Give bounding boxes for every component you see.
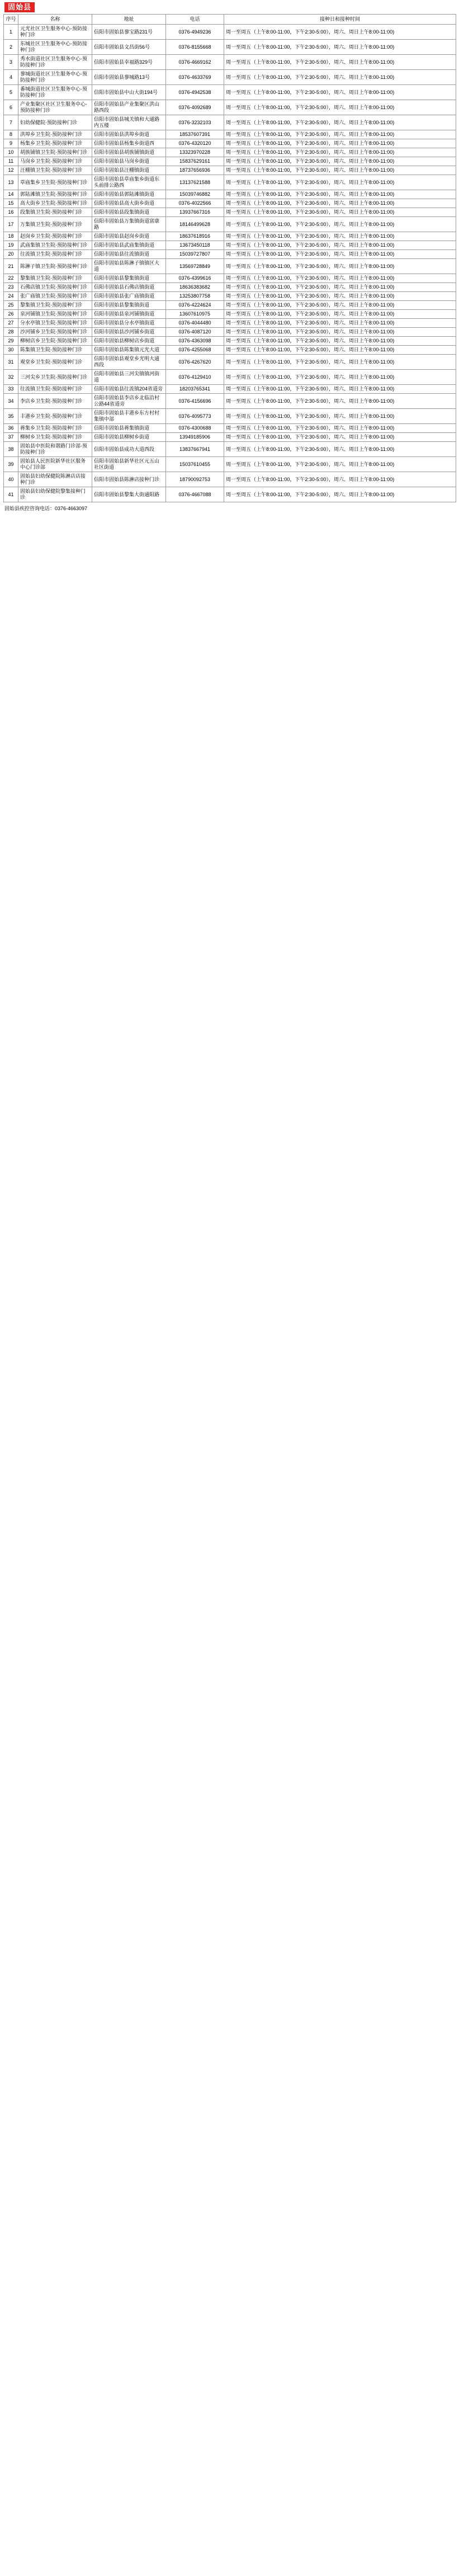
cell-address: 信阳市固始县柳树乡街道 xyxy=(92,433,166,442)
cell-name: 观堂乡卫生院·预防接种门诊 xyxy=(18,355,92,370)
cell-name: 往流镇卫生院·预防接种门诊 xyxy=(18,385,92,394)
table-row xyxy=(4,370,456,385)
cell-name: 胡族铺镇卫生院·预防接种门诊 xyxy=(18,148,92,157)
cell-index: 36 xyxy=(4,424,18,433)
table-row xyxy=(4,433,456,442)
cell-time: 周一至周五（上午8:00-11:00，下午2:30-5:00），周六、周日上午8:00-11:00) xyxy=(224,472,456,487)
cell-time: 周一至周五（上午8:00-11:00，下午2:30-5:00），周六、周日上午8:00-11:00) xyxy=(224,70,456,85)
cell-address: 信阳市固始县段集镇街道 xyxy=(92,208,166,217)
cell-address: 信阳市固始县陈集镇元光大道 xyxy=(92,346,166,355)
cell-index: 13 xyxy=(4,175,18,190)
cell-address: 信阳市固始县赵岗乡街道 xyxy=(92,232,166,241)
cell-phone: 0376-4092689 xyxy=(166,100,224,115)
cell-phone: 15039746882 xyxy=(166,190,224,199)
cell-phone: 0376-4129410 xyxy=(166,370,224,385)
cell-name: 黎集镇卫生院·预防接种门诊 xyxy=(18,274,92,283)
table-row xyxy=(4,319,456,328)
cell-index: 29 xyxy=(4,337,18,346)
cell-name: 蓼城街道社区卫生服务中心·预防接种门诊 xyxy=(18,70,92,85)
cell-index: 35 xyxy=(4,409,18,424)
cell-address: 信阳市固始县丰港乡东方村村集镇中部 xyxy=(92,409,166,424)
cell-name: 蒋集乡卫生院·预防接种门诊 xyxy=(18,424,92,433)
column-header-phone: 电话 xyxy=(166,15,224,25)
cell-address: 信阳市固始县黎集大街通阳路 xyxy=(92,487,166,502)
cell-index: 37 xyxy=(4,433,18,442)
cell-name: 黎集镇卫生院·预防接种门诊 xyxy=(18,301,92,310)
cell-name: 妇幼保健院·预防接种门诊 xyxy=(18,115,92,130)
table-row xyxy=(4,385,456,394)
cell-time: 周一至周五（上午8:00-11:00，下午2:30-5:00），周六、周日上午8:00-11:00) xyxy=(224,346,456,355)
cell-name: 高大街乡卫生院·预防接种门诊 xyxy=(18,199,92,208)
cell-address: 信阳市固始县往流镇204省道旁 xyxy=(92,385,166,394)
cell-name: 产业集聚区社区卫生服务中心·预防接种门诊 xyxy=(18,100,92,115)
cell-time: 周一至周五（上午8:00-11:00，下午2:30-5:00），周六、周日上午8:00-11:00) xyxy=(224,241,456,250)
cell-time: 周一至周五（上午8:00-11:00，下午2:30-5:00），周六、周日上午8:00-11:00) xyxy=(224,487,456,502)
cell-phone: 0376-3232103 xyxy=(166,115,224,130)
cell-phone: 18636383682 xyxy=(166,283,224,292)
cell-time: 周一至周五（上午8:00-11:00，下午2:30-5:00），周六、周日上午8:00-11:00) xyxy=(224,409,456,424)
cell-address: 信阳市固始县蒋集镇街道 xyxy=(92,424,166,433)
cell-phone: 0376-4267620 xyxy=(166,355,224,370)
table-row xyxy=(4,274,456,283)
cell-index: 16 xyxy=(4,208,18,217)
cell-address: 信阳市固始县蓼城路13号 xyxy=(92,70,166,85)
cell-phone: 15039727807 xyxy=(166,250,224,259)
table-row xyxy=(4,346,456,355)
cell-name: 元光社区卫生服务中心·预防接种门诊 xyxy=(18,25,92,40)
cell-phone: 18790092753 xyxy=(166,472,224,487)
cell-time: 周一至周五（上午8:00-11:00，下午2:30-5:00），周六、周日上午8:00-11:00) xyxy=(224,217,456,232)
table-row xyxy=(4,217,456,232)
cell-index: 12 xyxy=(4,166,18,175)
cell-index: 4 xyxy=(4,70,18,85)
cell-address: 信阳市固始县观堂乡光明大通西段 xyxy=(92,355,166,370)
table-row xyxy=(4,85,456,100)
cell-name: 汪棚镇卫生院·预防接种门诊 xyxy=(18,166,92,175)
cell-name: 武庙集镇卫生院·预防接种门诊 xyxy=(18,241,92,250)
cell-index: 3 xyxy=(4,55,18,70)
cell-index: 27 xyxy=(4,319,18,328)
table-row xyxy=(4,25,456,40)
cell-time: 周一至周五（上午8:00-11:00，下午2:30-5:00），周六、周日上午8:00-11:00) xyxy=(224,292,456,301)
cell-index: 22 xyxy=(4,274,18,283)
column-header-time: 接种日和接种时间 xyxy=(224,15,456,25)
table-row xyxy=(4,301,456,310)
cell-name: 柳树乡卫生院·预防接种门诊 xyxy=(18,433,92,442)
cell-index: 6 xyxy=(4,100,18,115)
cell-index: 5 xyxy=(4,85,18,100)
cell-time: 周一至周五（上午8:00-11:00，下午2:30-5:00），周六、周日上午8:00-11:00) xyxy=(224,100,456,115)
cell-index: 40 xyxy=(4,472,18,487)
cell-name: 丰港乡卫生院·预防接种门诊 xyxy=(18,409,92,424)
vaccination-sites-table xyxy=(3,14,456,502)
cell-phone: 0376-8155668 xyxy=(166,40,224,55)
cell-index: 25 xyxy=(4,301,18,310)
cell-address: 信阳市固始县张广庙镇街道 xyxy=(92,292,166,301)
table-row xyxy=(4,40,456,55)
cell-index: 33 xyxy=(4,385,18,394)
cell-phone: 13607610975 xyxy=(166,310,224,319)
column-header-address: 地址 xyxy=(92,15,166,25)
cell-phone: 0376-4087120 xyxy=(166,328,224,337)
cell-phone: 13937667316 xyxy=(166,208,224,217)
cell-phone: 15037610455 xyxy=(166,457,224,472)
table-row xyxy=(4,115,456,130)
table-row xyxy=(4,487,456,502)
cell-name: 草庙集乡卫生院·预防接种门诊 xyxy=(18,175,92,190)
cell-time: 周一至周五（上午8:00-11:00，下午2:30-5:00），周六、周日上午8:00-11:00) xyxy=(224,157,456,166)
cell-index: 23 xyxy=(4,283,18,292)
cell-phone: 0376-4022566 xyxy=(166,199,224,208)
cell-time: 周一至周五（上午8:00-11:00，下午2:30-5:00），周六、周日上午8:00-11:00) xyxy=(224,301,456,310)
table-row xyxy=(4,148,456,157)
cell-name: 往流镇卫生院·预防接种门诊 xyxy=(18,250,92,259)
cell-index: 9 xyxy=(4,139,18,148)
cell-time: 周一至周五（上午8:00-11:00，下午2:30-5:00），周六、周日上午8:00-11:00) xyxy=(224,85,456,100)
table-row xyxy=(4,100,456,115)
cell-index: 38 xyxy=(4,442,18,457)
cell-time: 周一至周五（上午8:00-11:00，下午2:30-5:00），周六、周日上午8:00-11:00) xyxy=(224,394,456,409)
cell-time: 周一至周五（上午8:00-11:00，下午2:30-5:00），周六、周日上午8:00-11:00) xyxy=(224,130,456,139)
cell-name: 陈集镇卫生院·预防接种门诊 xyxy=(18,346,92,355)
table-row xyxy=(4,130,456,139)
cell-phone: 0376-4044480 xyxy=(166,319,224,328)
cell-index: 15 xyxy=(4,199,18,208)
table-row xyxy=(4,166,456,175)
cell-name: 马岗乡卫生院·预防接种门诊 xyxy=(18,157,92,166)
cell-time: 周一至周五（上午8:00-11:00，下午2:30-5:00），周六、周日上午8:00-11:00) xyxy=(224,166,456,175)
table-row xyxy=(4,199,456,208)
table-row xyxy=(4,394,456,409)
cell-address: 信阳市固始县陈淋子镇镇区大道 xyxy=(92,259,166,274)
table-row xyxy=(4,157,456,166)
table-row xyxy=(4,190,456,199)
cell-address: 信阳市固始县胡族铺镇街道 xyxy=(92,148,166,157)
cell-index: 1 xyxy=(4,25,18,40)
table-row xyxy=(4,55,456,70)
cell-address: 信阳市固始县文昌街56号 xyxy=(92,40,166,55)
cell-index: 30 xyxy=(4,346,18,355)
page-title: 固始县 xyxy=(4,2,35,12)
cell-address: 信阳市固始县高大街乡街道 xyxy=(92,199,166,208)
cell-address: 信阳市固始县黎集镇街道 xyxy=(92,301,166,310)
cell-phone: 18737656936 xyxy=(166,166,224,175)
cell-phone: 13253807758 xyxy=(166,292,224,301)
cell-time: 周一至周五（上午8:00-11:00，下午2:30-5:00），周六、周日上午8:00-11:00) xyxy=(224,259,456,274)
cell-index: 11 xyxy=(4,157,18,166)
cell-address: 信阳市固始县沙河铺乡街道 xyxy=(92,328,166,337)
table-row xyxy=(4,328,456,337)
cell-address: 信阳市固始县成功大道西段 xyxy=(92,442,166,457)
cell-time: 周一至周五（上午8:00-11:00，下午2:30-5:00），周六、周日上午8:00-11:00) xyxy=(224,355,456,370)
cell-name: 固始县人民医院新华社区服务中心门诊部 xyxy=(18,457,92,472)
cell-address: 信阳市固始县分水亭镇街道 xyxy=(92,319,166,328)
cell-time: 周一至周五（上午8:00-11:00，下午2:30-5:00），周六、周日上午8:00-11:00) xyxy=(224,115,456,130)
table-row xyxy=(4,232,456,241)
cell-phone: 0376-4633769 xyxy=(166,70,224,85)
cell-name: 万集镇卫生院·预防接种门诊 xyxy=(18,217,92,232)
cell-address: 信阳市固始县武庙集镇街道 xyxy=(92,241,166,250)
cell-name: 段集镇卫生院·预防接种门诊 xyxy=(18,208,92,217)
cell-name: 东城社区卫生服务中心·预防接种门诊 xyxy=(18,40,92,55)
cell-address: 信阳市固始县杨集乡街道西 xyxy=(92,139,166,148)
cell-name: 张广庙镇卫生院·预防接种门诊 xyxy=(18,292,92,301)
cell-index: 17 xyxy=(4,217,18,232)
cell-index: 8 xyxy=(4,130,18,139)
cell-address: 信阳市固始县往流镇街道 xyxy=(92,250,166,259)
cell-index: 24 xyxy=(4,292,18,301)
table-row xyxy=(4,457,456,472)
cell-time: 周一至周五（上午8:00-11:00，下午2:30-5:00），周六、周日上午8:00-11:00) xyxy=(224,55,456,70)
column-header-name: 名称 xyxy=(18,15,92,25)
cell-phone: 13949185906 xyxy=(166,433,224,442)
cell-time: 周一至周五（上午8:00-11:00，下午2:30-5:00），周六、周日上午8:00-11:00) xyxy=(224,310,456,319)
cell-phone: 13673450118 xyxy=(166,241,224,250)
cell-address: 信阳市固始县新华社区元五山社区街道 xyxy=(92,457,166,472)
cell-name: 三河尖乡卫生院·预防接种门诊 xyxy=(18,370,92,385)
cell-address: 信阳市固始县中山大街194号 xyxy=(92,85,166,100)
cell-address: 信阳市固始县柳树店乡街道 xyxy=(92,337,166,346)
cell-address: 信阳市固始县洪埠乡街道 xyxy=(92,130,166,139)
cell-name: 洪埠乡卫生院·预防接种门诊 xyxy=(18,130,92,139)
cell-time: 周一至周五（上午8:00-11:00，下午2:30-5:00），周六、周日上午8:00-11:00) xyxy=(224,148,456,157)
table-row xyxy=(4,175,456,190)
cell-phone: 15837629161 xyxy=(166,157,224,166)
cell-index: 18 xyxy=(4,232,18,241)
cell-time: 周一至周五（上午8:00-11:00，下午2:30-5:00），周六、周日上午8:00-11:00) xyxy=(224,319,456,328)
cell-name: 李店乡卫生院·预防接种门诊 xyxy=(18,394,92,409)
cell-time: 周一至周五（上午8:00-11:00，下午2:30-5:00），周六、周日上午8:00-11:00) xyxy=(224,424,456,433)
column-header-index: 序号 xyxy=(4,15,18,25)
cell-phone: 0376-4363098 xyxy=(166,337,224,346)
table-row xyxy=(4,208,456,217)
cell-index: 10 xyxy=(4,148,18,157)
cell-address: 信阳市固始县产业集聚区洪山路西段 xyxy=(92,100,166,115)
table-row xyxy=(4,442,456,457)
cell-phone: 0376-4320120 xyxy=(166,139,224,148)
table-body xyxy=(4,25,456,502)
cell-name: 固始县妇幼保健院黎集接种门诊 xyxy=(18,487,92,502)
cell-name: 柳树店乡卫生院·预防接种门诊 xyxy=(18,337,92,346)
cell-time: 周一至周五（上午8:00-11:00，下午2:30-5:00），周六、周日上午8:00-11:00) xyxy=(224,370,456,385)
cell-time: 周一至周五（上午8:00-11:00，下午2:30-5:00），周六、周日上午8:00-11:00) xyxy=(224,457,456,472)
cell-time: 周一至周五（上午8:00-11:00，下午2:30-5:00），周六、周日上午8:00-11:00) xyxy=(224,274,456,283)
cell-name: 固始县中医院和谐路门诊部·预防接种门诊 xyxy=(18,442,92,457)
cell-phone: 0376-4224624 xyxy=(166,301,224,310)
cell-time: 周一至周五（上午8:00-11:00，下午2:30-5:00），周六、周日上午8:00-11:00) xyxy=(224,385,456,394)
cell-index: 31 xyxy=(4,355,18,370)
cell-time: 周一至周五（上午8:00-11:00，下午2:30-5:00），周六、周日上午8:00-11:00) xyxy=(224,199,456,208)
cell-address: 信阳市固始县万集镇街道富康路 xyxy=(92,217,166,232)
cell-phone: 18637618916 xyxy=(166,232,224,241)
cell-name: 赵岗乡卫生院·预防接种门诊 xyxy=(18,232,92,241)
cell-phone: 13837667941 xyxy=(166,442,224,457)
table-row xyxy=(4,250,456,259)
cell-name: 石佛店镇卫生院·预防接种门诊 xyxy=(18,283,92,292)
cell-phone: 0376-4095773 xyxy=(166,409,224,424)
cell-index: 28 xyxy=(4,328,18,337)
cell-time: 周一至周五（上午8:00-11:00，下午2:30-5:00），周六、周日上午8:00-11:00) xyxy=(224,283,456,292)
cell-time: 周一至周五（上午8:00-11:00，下午2:30-5:00），周六、周日上午8:00-11:00) xyxy=(224,328,456,337)
cell-index: 7 xyxy=(4,115,18,130)
cell-index: 32 xyxy=(4,370,18,385)
cell-index: 34 xyxy=(4,394,18,409)
cell-address: 信阳市固始县马岗乡街道 xyxy=(92,157,166,166)
table-row xyxy=(4,472,456,487)
table-header-row xyxy=(4,15,456,25)
document-page xyxy=(0,0,459,515)
cell-time: 周一至周五（上午8:00-11:00，下午2:30-5:00），周六、周日上午8:00-11:00) xyxy=(224,433,456,442)
cell-index: 21 xyxy=(4,259,18,274)
table-row xyxy=(4,70,456,85)
cell-phone: 0376-4942538 xyxy=(166,85,224,100)
cell-index: 19 xyxy=(4,241,18,250)
table-row xyxy=(4,355,456,370)
cell-index: 2 xyxy=(4,40,18,55)
cell-address: 信阳市固始县石佛店镇街道 xyxy=(92,283,166,292)
table-row xyxy=(4,283,456,292)
cell-address: 信阳市固始县陈淋店接种门诊 xyxy=(92,472,166,487)
table-row xyxy=(4,241,456,250)
cell-time: 周一至周五（上午8:00-11:00，下午2:30-5:00），周六、周日上午8:00-11:00) xyxy=(224,337,456,346)
cell-index: 39 xyxy=(4,457,18,472)
cell-phone: 18203765341 xyxy=(166,385,224,394)
cell-name: 番城街道社区卫生服务中心·预防接种门诊 xyxy=(18,85,92,100)
cell-name: 秀水街道社区卫生服务中心·预防接种门诊 xyxy=(18,55,92,70)
cell-time: 周一至周五（上午8:00-11:00，下午2:30-5:00），周六、周日上午8:00-11:00) xyxy=(224,175,456,190)
cell-address: 信阳市固始县郭陆滩镇街道 xyxy=(92,190,166,199)
cell-phone: 0376-4667088 xyxy=(166,487,224,502)
cell-phone: 13137621588 xyxy=(166,175,224,190)
cell-name: 沙河铺乡卫生院·预防接种门诊 xyxy=(18,328,92,337)
cell-time: 周一至周五（上午8:00-11:00，下午2:30-5:00），周六、周日上午8:00-11:00) xyxy=(224,139,456,148)
cell-phone: 13323970228 xyxy=(166,148,224,157)
cell-time: 周一至周五（上午8:00-11:00，下午2:30-5:00），周六、周日上午8:00-11:00) xyxy=(224,190,456,199)
cell-address: 信阳市固始县黎集镇街道 xyxy=(92,274,166,283)
cell-phone: 0376-4949236 xyxy=(166,25,224,40)
cell-time: 周一至周五（上午8:00-11:00，下午2:30-5:00），周六、周日上午8:00-11:00) xyxy=(224,40,456,55)
cell-phone: 0376-4255068 xyxy=(166,346,224,355)
cell-index: 41 xyxy=(4,487,18,502)
cell-name: 固始县妇幼保健院陈淋店店接种门诊 xyxy=(18,472,92,487)
cell-time: 周一至周五（上午8:00-11:00，下午2:30-5:00），周六、周日上午8:00-11:00) xyxy=(224,232,456,241)
cell-address: 信阳市固始县汪棚镇街道 xyxy=(92,166,166,175)
cell-address: 信阳市固始县城关镇和大通路内五楼 xyxy=(92,115,166,130)
table-row xyxy=(4,409,456,424)
cell-address: 信阳市固始县草庙集乡街道东头前排公路西 xyxy=(92,175,166,190)
cell-phone: 18537607391 xyxy=(166,130,224,139)
cell-address: 信阳市固始县蓼宝路231号 xyxy=(92,25,166,40)
table-row xyxy=(4,139,456,148)
cell-name: 陈淋子镇卫生院·预防接种门诊 xyxy=(18,259,92,274)
cell-name: 分水亭镇卫生院·预防接种门诊 xyxy=(18,319,92,328)
cell-phone: 0376-4156696 xyxy=(166,394,224,409)
cell-time: 周一至周五（上午8:00-11:00，下午2:30-5:00），周六、周日上午8:00-11:00) xyxy=(224,250,456,259)
footer-note: 固始县疾控咨询电话：0376-4663097 xyxy=(4,506,88,511)
cell-phone: 0376-4399616 xyxy=(166,274,224,283)
cell-phone: 0376-4669162 xyxy=(166,55,224,70)
table-row xyxy=(4,310,456,319)
cell-address: 信阳市固始县泉河铺镇街道 xyxy=(92,310,166,319)
cell-phone: 18146499628 xyxy=(166,217,224,232)
cell-phone: 13569728849 xyxy=(166,259,224,274)
table-row xyxy=(4,292,456,301)
cell-address: 信阳市固始县李店乡北临沿村公路44省道旁 xyxy=(92,394,166,409)
cell-address: 信阳市固始县幸福路329号 xyxy=(92,55,166,70)
cell-index: 20 xyxy=(4,250,18,259)
cell-index: 14 xyxy=(4,190,18,199)
cell-index: 26 xyxy=(4,310,18,319)
cell-name: 杨集乡卫生院·预防接种门诊 xyxy=(18,139,92,148)
cell-phone: 0376-4300688 xyxy=(166,424,224,433)
cell-address: 信阳市固始县三河尖镇镇河街道 xyxy=(92,370,166,385)
table-row xyxy=(4,337,456,346)
cell-time: 周一至周五（上午8:00-11:00，下午2:30-5:00），周六、周日上午8:00-11:00) xyxy=(224,25,456,40)
table-row xyxy=(4,259,456,274)
cell-time: 周一至周五（上午8:00-11:00，下午2:30-5:00），周六、周日上午8:00-11:00) xyxy=(224,208,456,217)
table-row xyxy=(4,424,456,433)
cell-name: 泉河铺镇卫生院·预防接种门诊 xyxy=(18,310,92,319)
cell-time: 周一至周五（上午8:00-11:00，下午2:30-5:00），周六、周日上午8:00-11:00) xyxy=(224,442,456,457)
cell-name: 郭陆滩镇卫生院·预防接种门诊 xyxy=(18,190,92,199)
